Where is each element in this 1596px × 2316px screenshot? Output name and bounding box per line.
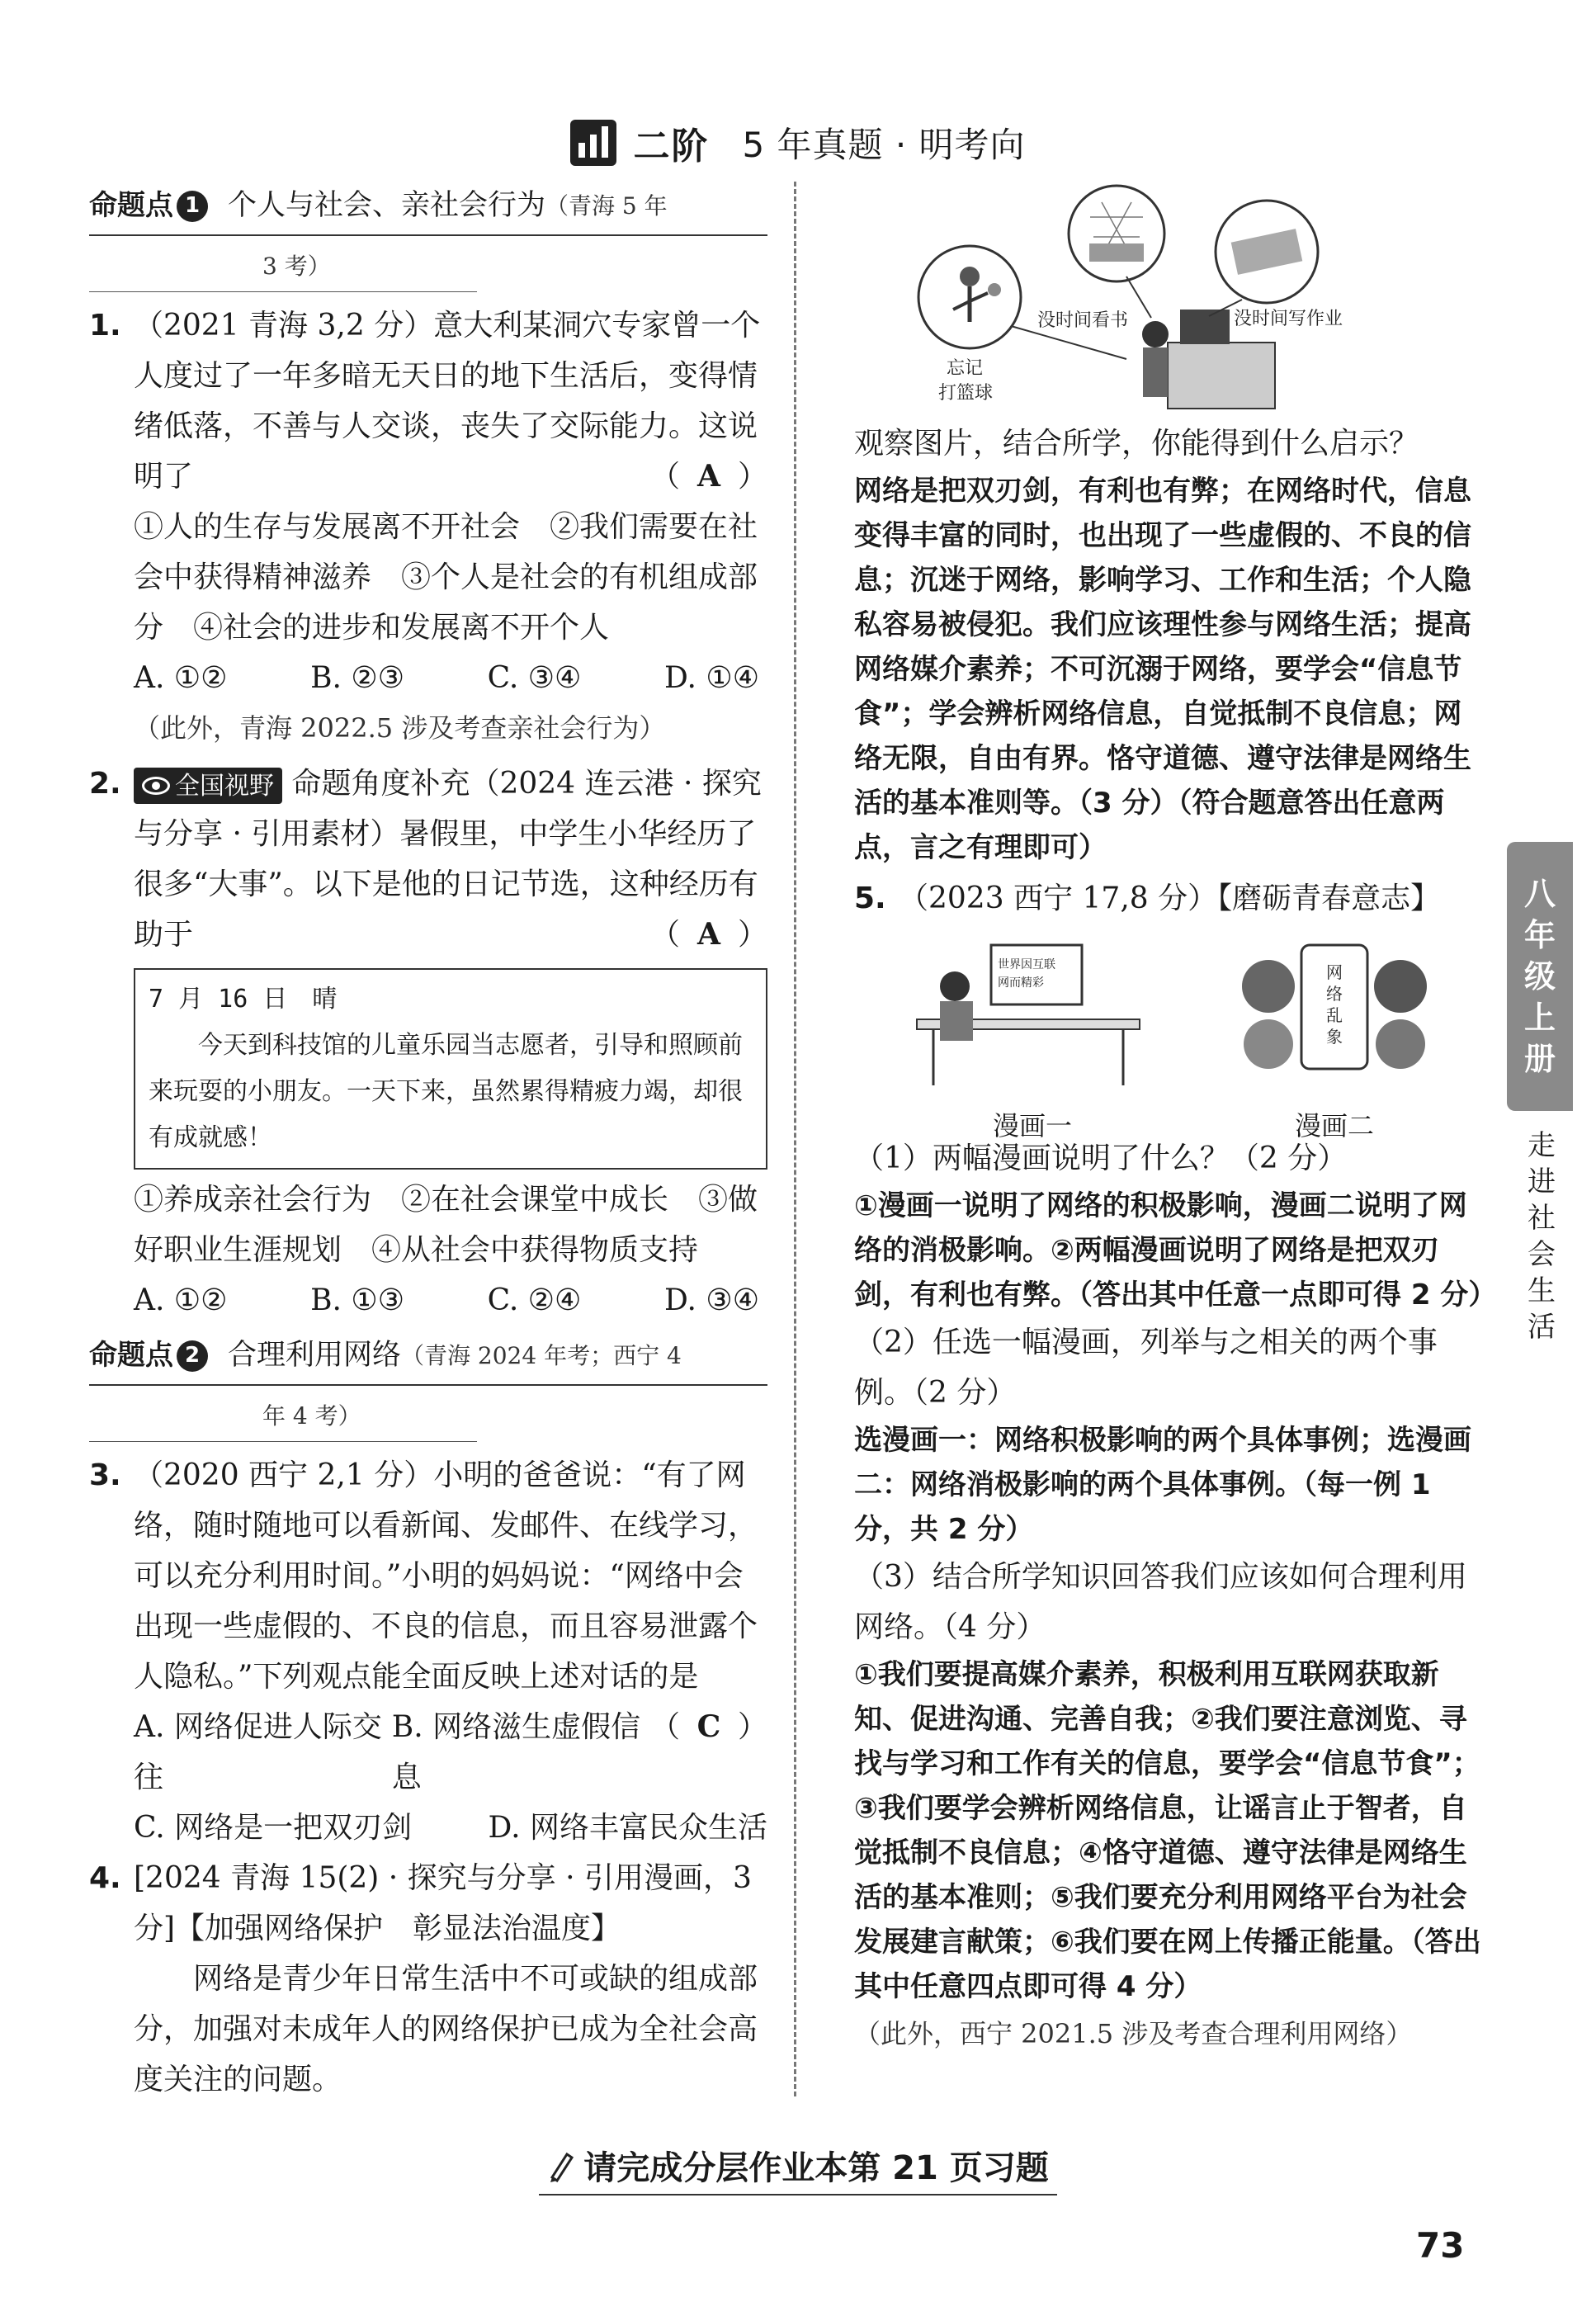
diary-body: 今天到科技馆的儿童乐园当志愿者，引导和照顾前来玩耍的小朋友。一天下来，虽然累得精疲力竭，却很有成就感！ — [149, 1031, 743, 1152]
question-number: 5. — [854, 881, 886, 915]
question-note: （此外，青海 2022.5 涉及考查亲社会行为） — [134, 712, 666, 744]
illus-label-basketball: 打篮球 — [938, 383, 994, 404]
question-number: 3. — [89, 1458, 121, 1492]
question-number: 1. — [89, 309, 121, 343]
option-c: C. 网络是一把双刃剑 — [134, 1811, 413, 1845]
q5-sub1: （1）两幅漫画说明了什么？（2 分） — [854, 1141, 1348, 1175]
topic-source-cont: 3 考） — [89, 236, 477, 292]
answer-choice: A — [697, 459, 720, 494]
diary-date: 7 月 16 日 晴 — [149, 985, 338, 1014]
question-items: ①养成亲社会行为 ②在社会课堂中成长 ③做好职业生涯规划 ④从社会中获得物质支持 — [134, 1183, 758, 1267]
question-5 — [854, 873, 1490, 924]
topic-number: 2 — [177, 1340, 208, 1372]
q5-answer3: ①我们要提高媒介素养，积极利用互联网获取新知、促进沟通、完善自我；②我们要注意浏览、寻找与学习和工作有关的信息，要学会“信息节食”；③我们要学会辨析网络信息，让谣言止于智者，自觉抵制不良信息；④恪守道德、遵守法律是网络生活的基本准则；⑤我们要充分利用网络平台为社会发展建言献策；⑥我们要在网上传播正能量。（答出其中任意四点即可得 4 分） — [854, 1658, 1481, 2003]
bar-chart-icon — [570, 120, 616, 166]
comic-two — [1202, 929, 1466, 1141]
comic-two-drawing — [1202, 929, 1466, 1094]
topic-point-2 — [89, 1331, 767, 1442]
topic-number: 1 — [177, 191, 208, 222]
illus-label-book: 没时间看书 — [1037, 310, 1129, 331]
svg-text:网而精彩: 网而精彩 — [998, 976, 1044, 990]
option-b: B. ②③ — [310, 661, 404, 695]
question-stem: （2021 青海 3,2 分）意大利某洞穴专家曾一个人度过了一年多暗无天日的地下生活后，变得情绪低落，不善与人交谈，丧失了交际能力。这说明了 — [134, 309, 761, 494]
topic-tag: 命题点 — [89, 189, 173, 222]
q5-answer1: ①漫画一说明了网络的积极影响，漫画二说明了网络的消极影响。②两幅漫画说明了网络是把双刃剑，有利也有弊。（答出其中任意一点即可得 2 分） — [854, 1189, 1497, 1312]
q5-note: （此外，西宁 2021.5 涉及考查合理利用网络） — [854, 2018, 1413, 2049]
topic-source-cont: 年 4 考） — [89, 1386, 477, 1442]
unit-label: 走 进 社 会 生 活 — [1528, 1129, 1556, 1344]
header-stage: 二阶 — [633, 125, 710, 168]
question-stem: [2024 青海 15(2) · 探究与分享 · 引用漫画，3 分]【加强网络保护 彰显法治温度】 — [134, 1861, 752, 1945]
option-a: A. ①② — [134, 661, 228, 695]
comic-two-caption: 漫画二 — [1294, 1110, 1374, 1141]
option-a: A. 网络促进人际交往 — [134, 1710, 382, 1794]
option-row-2 — [134, 1803, 767, 1853]
question-1: 1. （2021 青海 3,2 分）意大利某洞穴专家曾一个人度过了一年多暗无天日的地下生活后，变得情绪低落，不善与人交谈，丧失了交际能力。这说明了 （ A ） ①人的生存与发展离不开社会 ②我们需要在社会中获得精神滋养 ③个人是社会的有机组成部分 ④社会的进步和发展离不开个人 A. ①② B. ②③ C. ③④ D. ①④ （此外，青海 2022.5 涉及考查亲社会行为） — [89, 300, 767, 754]
comic-pair — [854, 929, 1490, 1141]
page-number: 73 — [1416, 2225, 1465, 2266]
option-d: D. ③④ — [663, 1283, 759, 1317]
q5-answer2: 选漫画一：网络积极影响的两个具体事例；选漫画二：网络消极影响的两个具体事例。（每一例 1 分，共 2 分） — [854, 1424, 1471, 1546]
question-number: 4. — [89, 1861, 121, 1895]
question-stem: 命题角度补充（2024 连云港 · 探究与分享 · 引用素材）暑假里，中学生小华经历了很多“大事”。以下是他的日记节选，这种经历有助于 — [134, 767, 762, 952]
topic-title: 个人与社会、亲社会行为 — [228, 189, 546, 222]
pencil-icon — [547, 2149, 575, 2182]
svg-text:乱: 乱 — [1326, 1005, 1343, 1025]
option-c: C. ③④ — [487, 661, 582, 695]
topic-title: 合理利用网络 — [228, 1339, 402, 1372]
q4-answer: 网络是把双刃剑，有利也有弊；在网络时代，信息变得丰富的同时，也出现了一些虚假的、不良的信息；沉迷于网络，影响学习、工作和生活；个人隐私容易被侵犯。我们应该理性参与网络生活；提高网络媒介素养；不可沉溺于网络，要学会“信息节食”；学会辨析网络信息，自觉抵制不良信息；网络无限，自由有界。恪守道德、遵守法律是网络生活的基本准则等。（3 分）（符合题意答出任意两点，言之有理即可） — [854, 475, 1471, 864]
question-3: 3. （2020 西宁 2,1 分）小明的爸爸说：“有了网络，随时随地可以看新闻、发邮件、在线学习，可以充分利用时间。”小明的妈妈说：“网络中会出现一些虚假的、不良的信息，而且容易泄露个人隐私。”下列观点能全面反映上述对话的是 （ C ） A. 网络促进人际交往 B. 网络滋生虚假信息 C. 网络是一把双刃剑 D. 网络丰富民众生活 — [89, 1450, 767, 1853]
comic-two-sign-text: 网 — [1326, 962, 1343, 982]
homework-reminder: 请完成分层作业本第 21 页习题 — [0, 2142, 1596, 2195]
answer-choice: C — [696, 1709, 721, 1744]
option-d: D. ①④ — [663, 661, 759, 695]
question-items: ①人的生存与发展离不开社会 ②我们需要在社会中获得精神滋养 ③个人是社会的有机组成部分 ④社会的进步和发展离不开个人 — [134, 510, 758, 645]
topic-source: （青海 2024 年考；西宁 4 — [401, 1342, 682, 1369]
topic-tag: 命题点 — [89, 1339, 173, 1372]
option-a: A. ①② — [134, 1283, 228, 1317]
comic-one-caption: 漫画一 — [992, 1110, 1072, 1141]
eye-icon — [142, 777, 170, 795]
section-header — [0, 116, 1596, 170]
header-title: 5 年真题 · 明考向 — [742, 125, 1026, 165]
option-d: D. 网络丰富民众生活 — [488, 1811, 767, 1845]
question-material: 网络是青少年日常生活中不可或缺的组成部分，加强对未成年人的网络保护已成为全社会高度关注的问题。 — [134, 1962, 758, 2096]
column-divider — [794, 182, 796, 2096]
grade-tab: 八 年 级 上 册 — [1507, 842, 1573, 1111]
question-stem: （2023 西宁 17,8 分）【磨砺青春意志】 — [899, 881, 1441, 915]
national-view-badge: 全国视野 — [134, 768, 282, 804]
q4-question: 观察图片，结合所学，你能得到什么启示？ — [854, 427, 1419, 461]
option-b: B. 网络滋生虚假信息 — [391, 1710, 641, 1794]
illus-label-homework: 没时间写作业 — [1234, 309, 1343, 329]
left-column — [89, 177, 767, 2105]
svg-text:象: 象 — [1326, 1027, 1343, 1047]
question-number: 2. — [89, 767, 121, 801]
option-list — [134, 1275, 767, 1326]
answer-choice: A — [697, 917, 720, 952]
option-b: B. ①③ — [310, 1283, 404, 1317]
option-list — [134, 653, 767, 703]
right-column — [854, 177, 1497, 2059]
comic-one — [900, 929, 1164, 1141]
diary-excerpt — [134, 968, 767, 1170]
comic-one-screen-text: 世界因互联 — [998, 958, 1055, 971]
q5-sub2: （2）任选一幅漫画，列举与之相关的两个事例。（2 分） — [854, 1326, 1438, 1410]
svg-text:络: 络 — [1326, 984, 1343, 1004]
q5-sub3: （3）结合所学知识回答我们应该如何合理利用网络。（4 分） — [854, 1560, 1467, 1644]
question-2: 2. 全国视野 命题角度补充（2024 连云港 · 探究与分享 · 引用素材）暑假里，中学生小华经历了很多“大事”。以下是他的日记节选，这种经历有助于 （ A ） 7 月 16 日 晴 今天到科技馆的儿童乐园当志愿者，引导和照顾前来玩耍的小朋友。一天下来，虽然累得精疲力竭，却很有成就感！ ①养成亲社会行为 ②在社会课堂中成长 ③做好职业生涯规划 ④从社会中获得物质支持 A. ①② B. ①③ C. ②④ D. ③④ — [89, 759, 767, 1326]
internet-addiction-illustration — [854, 177, 1490, 425]
comic-one-drawing — [900, 929, 1164, 1094]
topic-source: （青海 5 年 — [545, 192, 668, 220]
option-c: C. ②④ — [487, 1283, 582, 1317]
question-stem: （2020 西宁 2,1 分）小明的爸爸说：“有了网络，随时随地可以看新闻、发邮件、在线学习，可以充分利用时间。”小明的妈妈说：“网络中会出现一些虚假的、不良的信息，而且容易泄露个人隐私。”下列观点能全面反映上述对话的是 — [134, 1458, 758, 1694]
option-row-1 — [134, 1702, 650, 1803]
question-4 — [89, 1853, 767, 2105]
q4-illustration — [854, 177, 1490, 425]
topic-point-1 — [89, 181, 767, 292]
illus-label-forget: 忘记 — [947, 358, 984, 379]
